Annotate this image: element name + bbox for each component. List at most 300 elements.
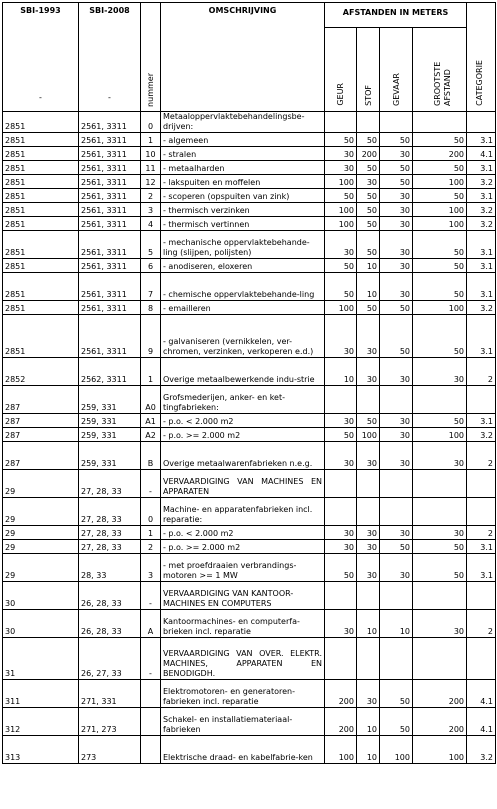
- cell-sbi1993: 312: [3, 708, 79, 736]
- cell-sbi1993: 287: [3, 428, 79, 442]
- cell-gevaar: 30: [380, 414, 413, 428]
- cell-omschrijving: Overige metaalwarenfabrieken n.e.g.: [161, 442, 325, 470]
- cell-nummer: 4: [141, 217, 161, 231]
- cell-sbi1993: 2851: [3, 217, 79, 231]
- cell-stof: 50: [357, 203, 380, 217]
- header-stof-label: STOF: [364, 85, 373, 106]
- cell-nummer: A1: [141, 414, 161, 428]
- cell-geur: [325, 638, 357, 680]
- cell-gevaar: 30: [380, 273, 413, 301]
- cell-geur: 30: [325, 610, 357, 638]
- cell-grootste-afstand: 200: [413, 147, 467, 161]
- cell-geur: 100: [325, 203, 357, 217]
- cell-sbi1993: 2851: [3, 161, 79, 175]
- cell-sbi2008: 259, 331: [79, 442, 141, 470]
- cell-omschrijving: - p.o. >= 2.000 m2: [161, 540, 325, 554]
- cell-nummer: -: [141, 470, 161, 498]
- cell-gevaar: 30: [380, 231, 413, 259]
- cell-gevaar: 50: [380, 133, 413, 147]
- cell-sbi1993: 29: [3, 554, 79, 582]
- cell-stof: [357, 498, 380, 526]
- cell-geur: 30: [325, 147, 357, 161]
- cell-geur: [325, 386, 357, 414]
- cell-grootste-afstand: [413, 582, 467, 610]
- table-row: [3, 358, 496, 386]
- cell-stof: [357, 112, 380, 133]
- cell-nummer: 0: [141, 112, 161, 133]
- cell-stof: [357, 470, 380, 498]
- cell-grootste-afstand: 30: [413, 358, 467, 386]
- cell-categorie: 3.2: [467, 217, 496, 231]
- cell-grootste-afstand: 200: [413, 708, 467, 736]
- cell-nummer: 3: [141, 554, 161, 582]
- cell-stof: 50: [357, 217, 380, 231]
- cell-categorie: 3.1: [467, 259, 496, 273]
- cell-nummer: 3: [141, 203, 161, 217]
- cell-sbi1993: 30: [3, 582, 79, 610]
- cell-nummer: 2: [141, 540, 161, 554]
- cell-grootste-afstand: 50: [413, 133, 467, 147]
- cell-categorie: 3.1: [467, 315, 496, 358]
- header-gevaar-label: GEVAAR: [392, 73, 401, 106]
- cell-nummer: 2: [141, 189, 161, 203]
- header-grootste-afstand: [413, 27, 467, 111]
- cell-sbi2008: 2561, 3311: [79, 161, 141, 175]
- cell-sbi1993: 30: [3, 610, 79, 638]
- cell-stof: 200: [357, 147, 380, 161]
- cell-geur: 30: [325, 526, 357, 540]
- cell-sbi2008: 27, 28, 33: [79, 470, 141, 498]
- cell-geur: 50: [325, 189, 357, 203]
- cell-grootste-afstand: 30: [413, 526, 467, 540]
- cell-categorie: 2: [467, 358, 496, 386]
- cell-stof: 50: [357, 189, 380, 203]
- header-omschrijving-label: OMSCHRIJVING: [208, 6, 277, 15]
- cell-sbi1993: 2852: [3, 358, 79, 386]
- cell-geur: 30: [325, 161, 357, 175]
- cell-categorie: [467, 582, 496, 610]
- cell-omschrijving: - thermisch vertinnen: [161, 217, 325, 231]
- cell-nummer: A: [141, 610, 161, 638]
- cell-gevaar: 50: [380, 175, 413, 189]
- cell-omschrijving: - chemische oppervlaktebehande-ling: [161, 273, 325, 301]
- cell-omschrijving: - p.o. < 2.000 m2: [161, 526, 325, 540]
- cell-gevaar: 100: [380, 736, 413, 764]
- cell-gevaar: 30: [380, 442, 413, 470]
- cell-stof: 30: [357, 526, 380, 540]
- cell-sbi1993: 2851: [3, 189, 79, 203]
- cell-grootste-afstand: 100: [413, 217, 467, 231]
- cell-omschrijving: - lakspuiten en moffelen: [161, 175, 325, 189]
- cell-sbi1993: 287: [3, 442, 79, 470]
- cell-categorie: 3.2: [467, 175, 496, 189]
- cell-geur: 100: [325, 175, 357, 189]
- cell-gevaar: 30: [380, 203, 413, 217]
- table-row: [3, 428, 496, 442]
- cell-sbi1993: 2851: [3, 203, 79, 217]
- table-row: [3, 386, 496, 414]
- cell-categorie: 2: [467, 526, 496, 540]
- cell-grootste-afstand: 50: [413, 414, 467, 428]
- cell-omschrijving: Metaaloppervlaktebehandelingsbe-drijven:: [161, 112, 325, 133]
- cell-omschrijving: VERVAARDIGING VAN OVER. ELEKTR. MACHINES, APPARATEN EN BENODIGDH.: [161, 638, 325, 680]
- cell-categorie: 3.1: [467, 231, 496, 259]
- cell-stof: 30: [357, 554, 380, 582]
- cell-nummer: A2: [141, 428, 161, 442]
- header-categorie-label: CATEGORIE: [475, 60, 485, 106]
- cell-categorie: 3.2: [467, 301, 496, 315]
- cell-stof: [357, 638, 380, 680]
- table-row: [3, 526, 496, 540]
- cell-stof: 10: [357, 736, 380, 764]
- table-row: [3, 736, 496, 764]
- cell-omschrijving: VERVAARDIGING VAN KANTOOR-MACHINES EN COMPUTERS: [161, 582, 325, 610]
- cell-sbi2008: 26, 28, 33: [79, 582, 141, 610]
- cell-stof: 30: [357, 175, 380, 189]
- cell-stof: [357, 582, 380, 610]
- header-categorie: [467, 3, 496, 112]
- cell-sbi1993: 2851: [3, 147, 79, 161]
- cell-nummer: [141, 708, 161, 736]
- cell-sbi2008: 2561, 3311: [79, 112, 141, 133]
- cell-sbi2008: 2561, 3311: [79, 203, 141, 217]
- cell-sbi2008: 27, 28, 33: [79, 526, 141, 540]
- cell-sbi2008: 26, 27, 33: [79, 638, 141, 680]
- cell-geur: 30: [325, 414, 357, 428]
- cell-categorie: 3.1: [467, 133, 496, 147]
- cell-geur: [325, 112, 357, 133]
- cell-categorie: 3.1: [467, 161, 496, 175]
- cell-categorie: 4.1: [467, 680, 496, 708]
- cell-categorie: 3.1: [467, 554, 496, 582]
- cell-geur: 50: [325, 554, 357, 582]
- cell-gevaar: 50: [380, 161, 413, 175]
- cell-omschrijving: - scoperen (opspuiten van zink): [161, 189, 325, 203]
- table-row: [3, 414, 496, 428]
- cell-sbi2008: 2561, 3311: [79, 175, 141, 189]
- cell-geur: 50: [325, 273, 357, 301]
- cell-categorie: [467, 638, 496, 680]
- cell-sbi2008: 2561, 3311: [79, 217, 141, 231]
- cell-gevaar: [380, 386, 413, 414]
- cell-categorie: 2: [467, 610, 496, 638]
- cell-omschrijving: - stralen: [161, 147, 325, 161]
- cell-categorie: 3.2: [467, 736, 496, 764]
- table-row: [3, 470, 496, 498]
- cell-stof: 30: [357, 680, 380, 708]
- header-sbi1993-dash: -: [39, 93, 42, 102]
- cell-sbi2008: 2561, 3311: [79, 259, 141, 273]
- cell-categorie: [467, 470, 496, 498]
- cell-sbi2008: 273: [79, 736, 141, 764]
- cell-grootste-afstand: 50: [413, 273, 467, 301]
- cell-grootste-afstand: [413, 638, 467, 680]
- table-row: [3, 231, 496, 259]
- cell-omschrijving: - algemeen: [161, 133, 325, 147]
- table-row: [3, 175, 496, 189]
- cell-nummer: 1: [141, 358, 161, 386]
- cell-gevaar: [380, 470, 413, 498]
- cell-omschrijving: VERVAARDIGING VAN MACHINES EN APPARATEN: [161, 470, 325, 498]
- cell-sbi2008: 271, 331: [79, 680, 141, 708]
- cell-stof: 30: [357, 315, 380, 358]
- header-grootste-afstand-label: GROOTSTE AFSTAND: [433, 61, 452, 106]
- cell-omschrijving: - met proefdraaien verbrandings-motoren >= 1 MW: [161, 554, 325, 582]
- cell-sbi1993: 2851: [3, 133, 79, 147]
- header-geur-label: GEUR: [336, 83, 345, 106]
- cell-gevaar: [380, 498, 413, 526]
- cell-stof: 10: [357, 708, 380, 736]
- cell-gevaar: 50: [380, 708, 413, 736]
- cell-gevaar: 50: [380, 301, 413, 315]
- cell-gevaar: [380, 582, 413, 610]
- header-sbi2008: [79, 3, 141, 112]
- cell-sbi1993: 29: [3, 526, 79, 540]
- header-gevaar: [380, 27, 413, 111]
- cell-omschrijving: Elektrische draad- en kabelfabrie-ken: [161, 736, 325, 764]
- cell-sbi2008: 2561, 3311: [79, 133, 141, 147]
- cell-geur: 50: [325, 133, 357, 147]
- header-sbi1993: [3, 3, 79, 112]
- cell-geur: [325, 582, 357, 610]
- table-row: [3, 217, 496, 231]
- cell-categorie: [467, 498, 496, 526]
- header-stof: [357, 27, 380, 111]
- table-row: [3, 133, 496, 147]
- cell-gevaar: 30: [380, 526, 413, 540]
- cell-omschrijving: - thermisch verzinken: [161, 203, 325, 217]
- cell-sbi1993: 31: [3, 638, 79, 680]
- cell-grootste-afstand: 50: [413, 189, 467, 203]
- cell-geur: 10: [325, 358, 357, 386]
- cell-nummer: B: [141, 442, 161, 470]
- cell-categorie: 3.1: [467, 273, 496, 301]
- cell-sbi2008: 27, 28, 33: [79, 540, 141, 554]
- cell-categorie: 3.1: [467, 414, 496, 428]
- cell-nummer: 10: [141, 147, 161, 161]
- cell-sbi1993: 29: [3, 540, 79, 554]
- table-row: [3, 540, 496, 554]
- header-nummer-label: nummer: [146, 73, 155, 107]
- cell-grootste-afstand: 100: [413, 175, 467, 189]
- cell-grootste-afstand: 100: [413, 301, 467, 315]
- cell-geur: 50: [325, 259, 357, 273]
- table-row: [3, 582, 496, 610]
- header-sbi2008-label: SBI-2008: [89, 6, 130, 15]
- cell-geur: 100: [325, 736, 357, 764]
- cell-sbi2008: 2561, 3311: [79, 273, 141, 301]
- cell-sbi2008: 2562, 3311: [79, 358, 141, 386]
- header-geur: [325, 27, 357, 111]
- cell-omschrijving: - galvaniseren (vernikkelen, ver-chromen, verzinken, verkoperen e.d.): [161, 315, 325, 358]
- cell-sbi2008: 2561, 3311: [79, 315, 141, 358]
- cell-omschrijving: - emailleren: [161, 301, 325, 315]
- header-sbi2008-dash: -: [108, 93, 111, 102]
- cell-geur: 200: [325, 708, 357, 736]
- cell-nummer: [141, 680, 161, 708]
- table-row: [3, 112, 496, 133]
- cell-categorie: 4.1: [467, 147, 496, 161]
- cell-grootste-afstand: 50: [413, 231, 467, 259]
- cell-sbi2008: 2561, 3311: [79, 189, 141, 203]
- cell-gevaar: 30: [380, 259, 413, 273]
- cell-nummer: 1: [141, 133, 161, 147]
- cell-nummer: -: [141, 582, 161, 610]
- cell-stof: 50: [357, 231, 380, 259]
- cell-grootste-afstand: [413, 112, 467, 133]
- cell-categorie: [467, 112, 496, 133]
- cell-gevaar: 50: [380, 315, 413, 358]
- cell-gevaar: [380, 638, 413, 680]
- cell-omschrijving: Kantoormachines- en computerfa-brieken incl. reparatie: [161, 610, 325, 638]
- cell-sbi2008: 2561, 3311: [79, 301, 141, 315]
- table-row: [3, 273, 496, 301]
- cell-nummer: 6: [141, 259, 161, 273]
- table-row: [3, 315, 496, 358]
- cell-stof: 50: [357, 133, 380, 147]
- cell-omschrijving: Elektromotoren- en generatoren-fabrieken incl. reparatie: [161, 680, 325, 708]
- cell-geur: 100: [325, 217, 357, 231]
- cell-categorie: [467, 386, 496, 414]
- cell-nummer: 5: [141, 231, 161, 259]
- header-afstanden-label: AFSTANDEN IN METERS: [342, 8, 449, 17]
- cell-grootste-afstand: [413, 386, 467, 414]
- table-row: [3, 189, 496, 203]
- cell-omschrijving: Schakel- en installatiemateriaal-fabrieken: [161, 708, 325, 736]
- cell-geur: 100: [325, 301, 357, 315]
- cell-omschrijving: Grofsmederijen, anker- en ket-tingfabrieken:: [161, 386, 325, 414]
- cell-categorie: 3.2: [467, 203, 496, 217]
- cell-categorie: 3.1: [467, 540, 496, 554]
- cell-omschrijving: - anodiseren, eloxeren: [161, 259, 325, 273]
- table-row: [3, 498, 496, 526]
- header-nummer: [141, 3, 161, 112]
- cell-sbi1993: 2851: [3, 259, 79, 273]
- cell-grootste-afstand: 100: [413, 736, 467, 764]
- cell-gevaar: 50: [380, 540, 413, 554]
- cell-sbi2008: 2561, 3311: [79, 231, 141, 259]
- table-row: [3, 708, 496, 736]
- cell-grootste-afstand: 30: [413, 442, 467, 470]
- cell-grootste-afstand: 100: [413, 203, 467, 217]
- cell-nummer: [141, 736, 161, 764]
- cell-categorie: 4.1: [467, 708, 496, 736]
- cell-omschrijving: - p.o. < 2.000 m2: [161, 414, 325, 428]
- cell-grootste-afstand: 50: [413, 259, 467, 273]
- cell-nummer: 8: [141, 301, 161, 315]
- cell-geur: 30: [325, 540, 357, 554]
- cell-grootste-afstand: 100: [413, 428, 467, 442]
- cell-gevaar: 30: [380, 358, 413, 386]
- cell-geur: 30: [325, 231, 357, 259]
- cell-geur: [325, 470, 357, 498]
- cell-stof: 30: [357, 358, 380, 386]
- cell-gevaar: 30: [380, 217, 413, 231]
- cell-sbi2008: 27, 28, 33: [79, 498, 141, 526]
- cell-sbi1993: 287: [3, 386, 79, 414]
- cell-geur: 50: [325, 428, 357, 442]
- cell-sbi1993: 2851: [3, 315, 79, 358]
- table-row: [3, 442, 496, 470]
- cell-sbi1993: 29: [3, 470, 79, 498]
- cell-nummer: 1: [141, 526, 161, 540]
- cell-sbi1993: 287: [3, 414, 79, 428]
- cell-nummer: 9: [141, 315, 161, 358]
- cell-sbi1993: 2851: [3, 112, 79, 133]
- cell-grootste-afstand: [413, 470, 467, 498]
- cell-stof: 10: [357, 259, 380, 273]
- cell-sbi1993: 2851: [3, 273, 79, 301]
- cell-nummer: 7: [141, 273, 161, 301]
- cell-stof: 30: [357, 540, 380, 554]
- cell-grootste-afstand: 30: [413, 610, 467, 638]
- distance-table: [2, 2, 496, 764]
- cell-geur: 30: [325, 442, 357, 470]
- cell-nummer: 12: [141, 175, 161, 189]
- header-sbi1993-label: SBI-1993: [20, 6, 61, 15]
- cell-gevaar: 50: [380, 680, 413, 708]
- cell-sbi1993: 29: [3, 498, 79, 526]
- cell-stof: 50: [357, 161, 380, 175]
- cell-omschrijving: - p.o. >= 2.000 m2: [161, 428, 325, 442]
- cell-grootste-afstand: 200: [413, 680, 467, 708]
- cell-sbi2008: 259, 331: [79, 428, 141, 442]
- cell-omschrijving: Machine- en apparatenfabrieken incl. reparatie:: [161, 498, 325, 526]
- cell-sbi1993: 311: [3, 680, 79, 708]
- cell-nummer: 0: [141, 498, 161, 526]
- cell-omschrijving: - metaalharden: [161, 161, 325, 175]
- cell-nummer: 11: [141, 161, 161, 175]
- cell-stof: [357, 386, 380, 414]
- cell-stof: 50: [357, 414, 380, 428]
- table-row: [3, 554, 496, 582]
- cell-categorie: 3.1: [467, 189, 496, 203]
- header-afstanden: [325, 3, 467, 28]
- cell-geur: 30: [325, 315, 357, 358]
- cell-stof: 30: [357, 442, 380, 470]
- table-row: [3, 203, 496, 217]
- cell-grootste-afstand: 50: [413, 161, 467, 175]
- cell-sbi2008: 28, 33: [79, 554, 141, 582]
- cell-grootste-afstand: [413, 498, 467, 526]
- cell-gevaar: [380, 112, 413, 133]
- cell-omschrijving: Overige metaalbewerkende indu-strie: [161, 358, 325, 386]
- cell-gevaar: 30: [380, 554, 413, 582]
- cell-stof: 100: [357, 428, 380, 442]
- cell-categorie: 3.2: [467, 428, 496, 442]
- cell-gevaar: 30: [380, 189, 413, 203]
- cell-sbi1993: 313: [3, 736, 79, 764]
- table-row: [3, 301, 496, 315]
- cell-gevaar: 30: [380, 428, 413, 442]
- table-row: [3, 610, 496, 638]
- cell-geur: 200: [325, 680, 357, 708]
- cell-gevaar: 30: [380, 147, 413, 161]
- cell-geur: [325, 498, 357, 526]
- table-row: [3, 147, 496, 161]
- cell-omschrijving: - mechanische oppervlaktebehande-ling (slijpen, polijsten): [161, 231, 325, 259]
- cell-gevaar: 10: [380, 610, 413, 638]
- cell-stof: 50: [357, 301, 380, 315]
- cell-grootste-afstand: 50: [413, 554, 467, 582]
- cell-grootste-afstand: 50: [413, 540, 467, 554]
- table-row: [3, 259, 496, 273]
- header-omschrijving: [161, 3, 325, 112]
- cell-sbi2008: 259, 331: [79, 414, 141, 428]
- cell-sbi1993: 2851: [3, 231, 79, 259]
- cell-sbi1993: 2851: [3, 301, 79, 315]
- cell-sbi2008: 259, 331: [79, 386, 141, 414]
